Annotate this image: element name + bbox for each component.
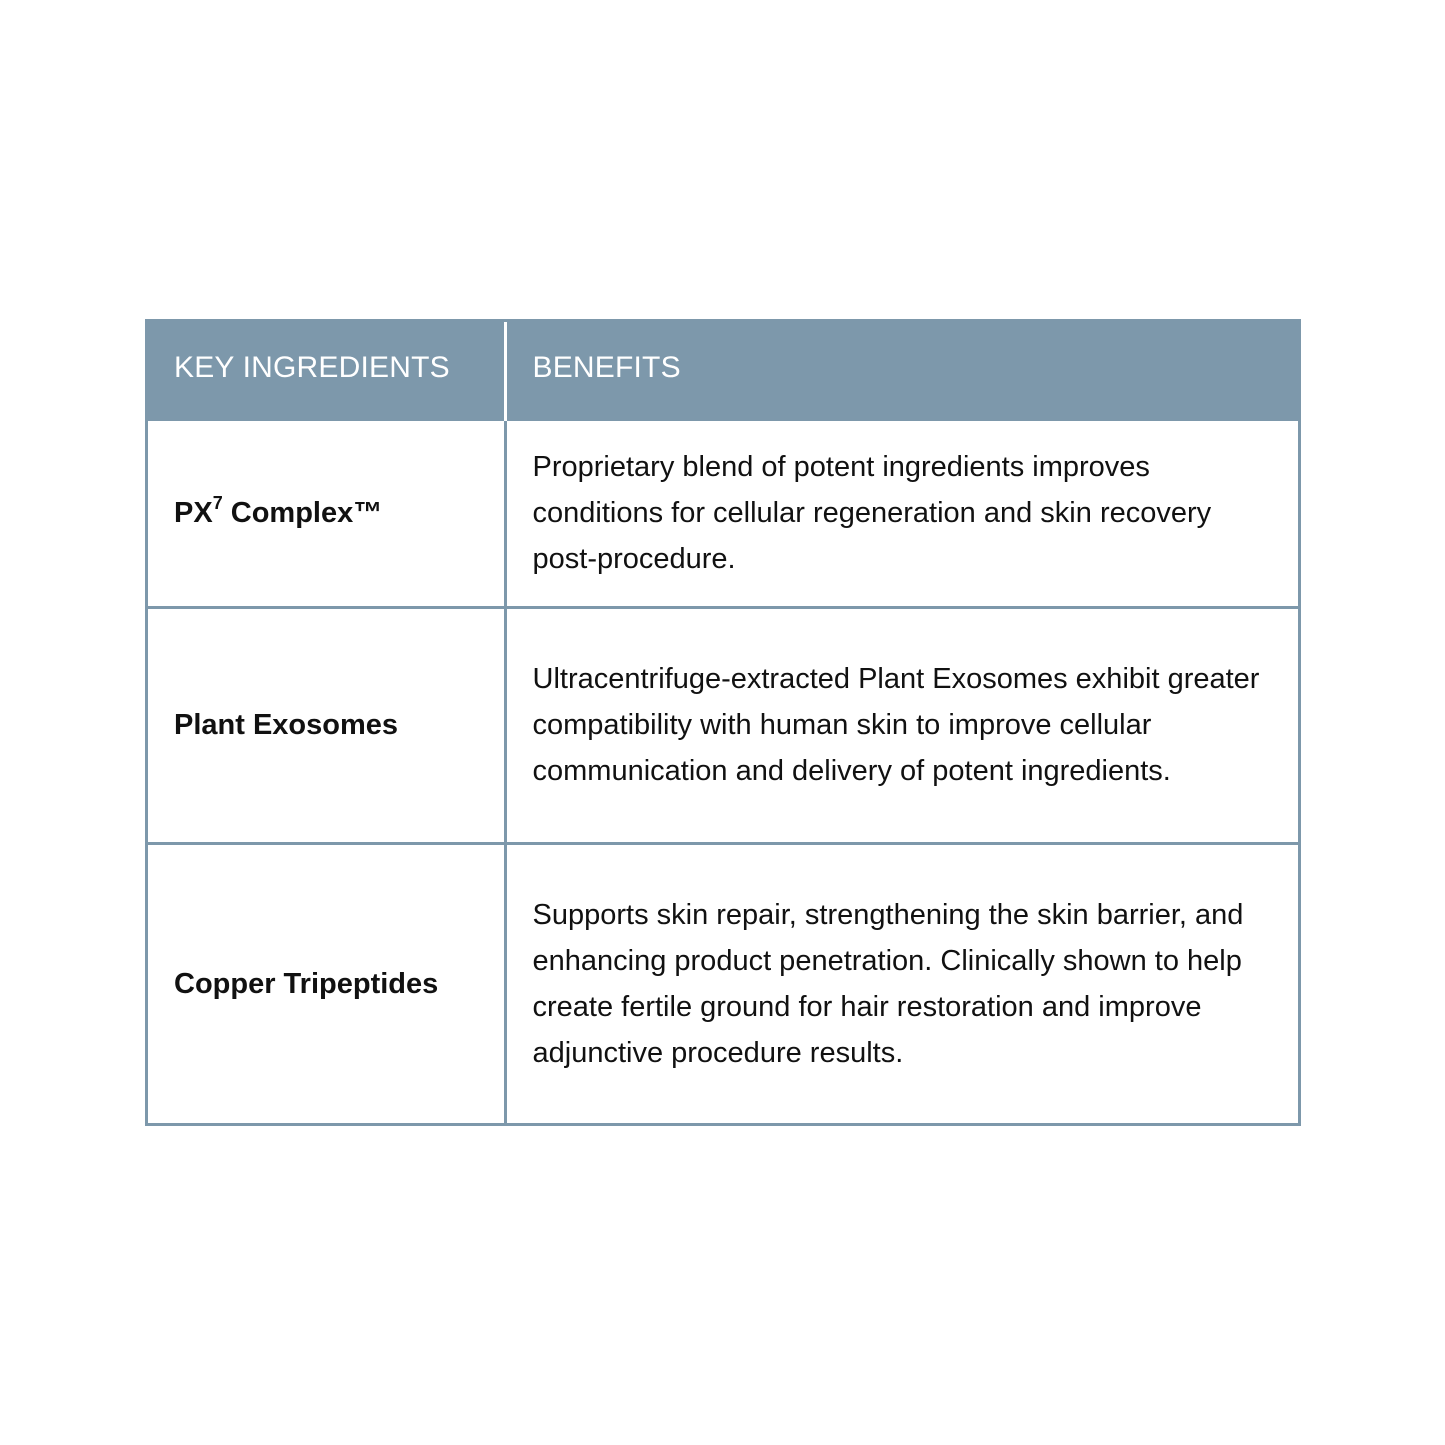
ingredient-name-rest: Complex™ — [222, 497, 383, 529]
benefit-cell: Ultracentrifuge-extracted Plant Exosomes exhibit greater compatibility with human skin to improve cellular communication and delivery of potent ingredients. — [505, 607, 1298, 843]
header-key-ingredients: KEY INGREDIENTS — [148, 322, 505, 419]
ingredient-cell-plant-exosomes: Plant Exosomes — [148, 607, 505, 843]
table-body — [148, 419, 1298, 1123]
ingredient-cell-copper-tripeptides: Copper Tripeptides — [148, 843, 505, 1123]
header-row — [148, 322, 1298, 419]
table-row — [148, 607, 1298, 843]
ingredient-cell-px7-complex — [148, 419, 505, 607]
ingredient-name-main: PX — [174, 497, 213, 529]
header-benefits: BENEFITS — [505, 322, 1298, 419]
benefit-cell: Supports skin repair, strengthening the skin barrier, and enhancing product penetration. Clinically shown to help create fertile ground for hair restoration and improve adjunctive procedure results. — [505, 843, 1298, 1123]
ingredients-table — [148, 322, 1298, 1123]
benefit-cell: Proprietary blend of potent ingredients improves conditions for cellular regeneration and skin recovery post-procedure. — [505, 419, 1298, 607]
ingredients-table-frame — [145, 319, 1301, 1126]
table-row — [148, 843, 1298, 1123]
table-header — [148, 322, 1298, 419]
ingredient-superscript: 7 — [212, 493, 223, 514]
table-row — [148, 419, 1298, 607]
